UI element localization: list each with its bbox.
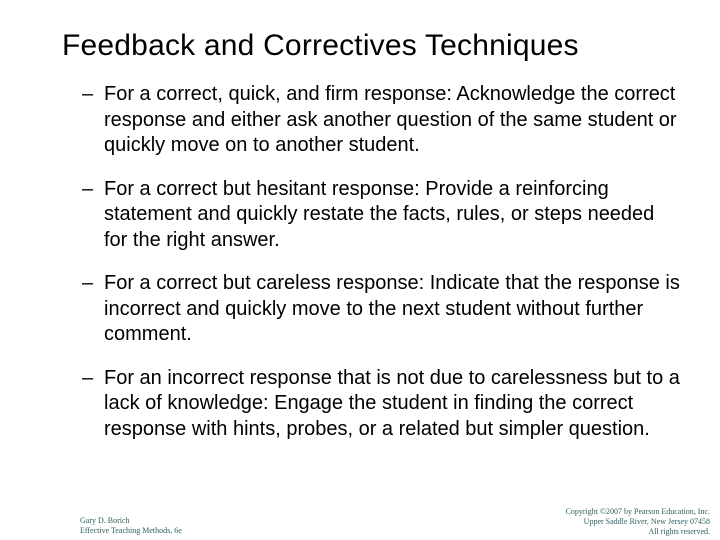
bullet-dash: – bbox=[82, 272, 94, 294]
bullet-dash: – bbox=[82, 366, 94, 389]
slide-title: Feedback and Correctives Techniques bbox=[62, 29, 579, 62]
bullet-text: For a correct but hesitant response: Provide a reinforcing statement and quickly restate the facts, rules, or steps needed for the right answer. bbox=[104, 177, 655, 251]
bullet-text: For a correct but careless response: Indicate that the response is incorrect and quickly move to the next student without further comment. bbox=[104, 272, 680, 345]
bullet-item bbox=[82, 177, 682, 254]
bullet-dash: – bbox=[82, 177, 94, 200]
footer-copyright-line: Upper Saddle River, New Jersey 07458 bbox=[583, 517, 710, 526]
footer-book: Effective Teaching Methods, 6e bbox=[80, 526, 182, 535]
bullet-text: For an incorrect response that is not due to carelessness but to a lack of knowledge: Engage the student in finding the correct response with hints, probes, or a related but simpler question. bbox=[104, 366, 680, 440]
footer-author: Gary D. Borich bbox=[80, 516, 130, 525]
bullet-item bbox=[82, 271, 682, 348]
bullet-item bbox=[82, 82, 682, 159]
footer-copyright-block bbox=[566, 507, 711, 537]
footer-copyright-line: All rights reserved. bbox=[648, 527, 710, 536]
footer-copyright-line: Copyright ©2007 by Pearson Education, Inc. bbox=[565, 507, 710, 516]
bullet-list bbox=[82, 82, 682, 442]
footer-author-block bbox=[80, 516, 182, 536]
bullet-item bbox=[82, 366, 682, 443]
bullet-dash: – bbox=[82, 83, 94, 105]
bullet-text: For a correct, quick, and firm response: Acknowledge the correct response and either ask another question of the same student or quickly move on to another student. bbox=[104, 83, 677, 156]
